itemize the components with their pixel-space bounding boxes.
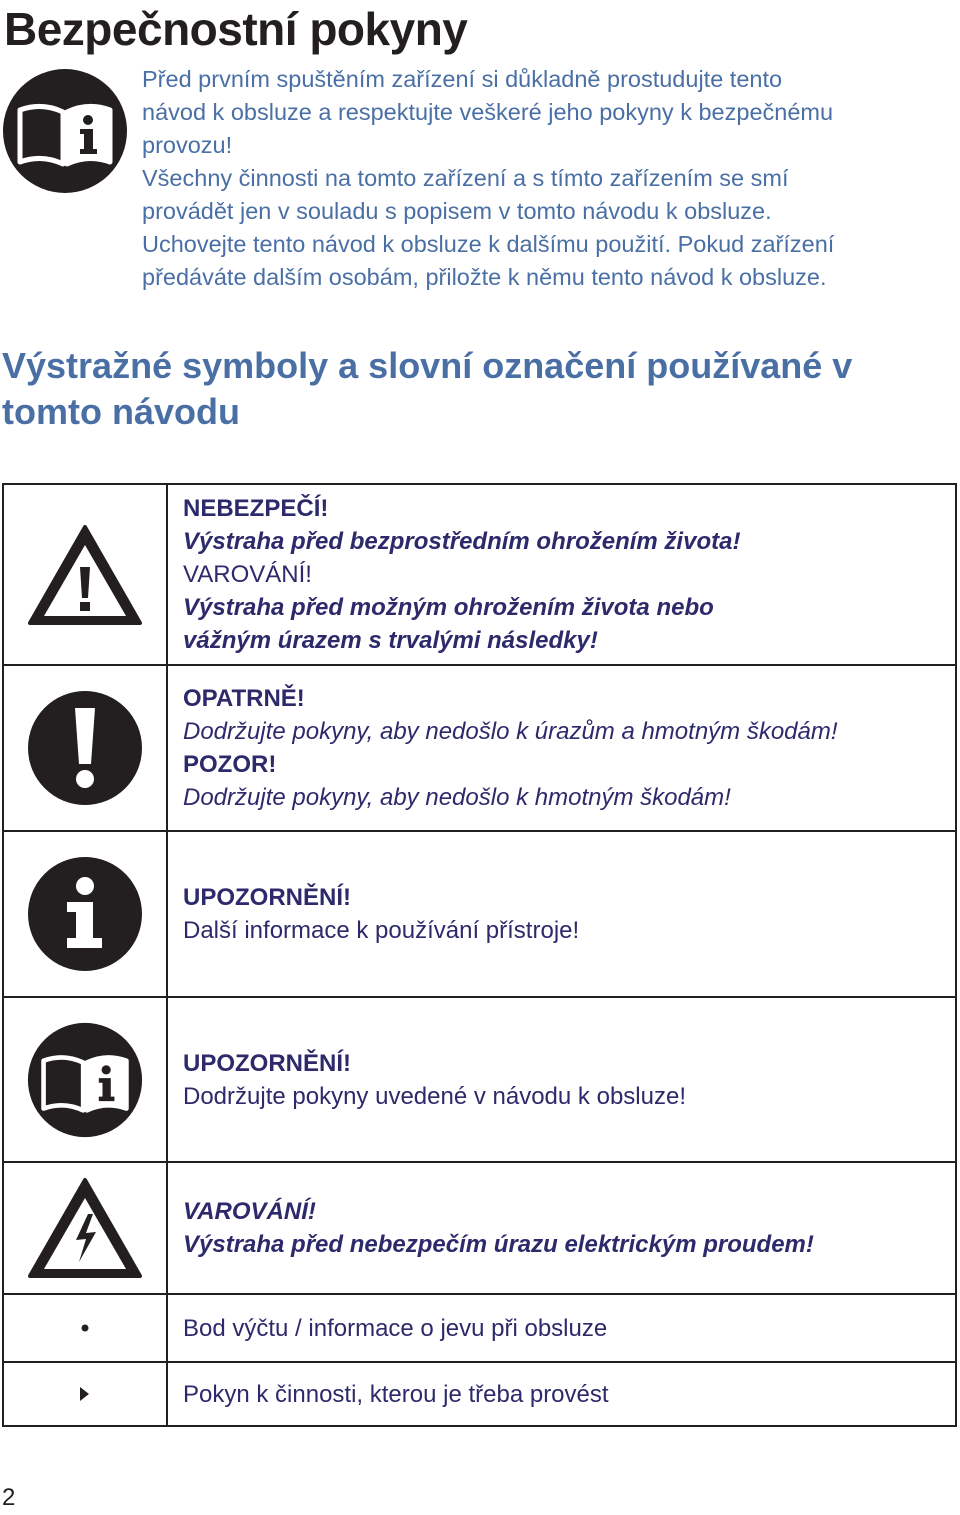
table-row: [3, 1362, 956, 1426]
text-cell: [167, 665, 956, 831]
attention-text: Dodržujte pokyny, aby nedošlo k hmotným škodám!: [183, 784, 731, 811]
text-cell: [167, 1162, 956, 1294]
table-row: [3, 1162, 956, 1294]
table-row: [3, 484, 956, 665]
notice-text: Další informace k používání přístroje!: [183, 917, 580, 944]
section-title: Výstražné symboly a slovní označení používané v tomto návodu: [2, 345, 853, 432]
text-cell: [167, 831, 956, 997]
table-row: [3, 665, 956, 831]
notice-label: UPOZORNĚNÍ!: [183, 1049, 351, 1077]
danger-label: NEBEZPEČÍ!: [183, 495, 329, 522]
page-number: 2: [2, 1484, 16, 1511]
intro-line: provádět jen v souladu s popisem v tomto návodu k obsluze.: [142, 198, 772, 224]
info-circle-icon: [27, 856, 143, 972]
icon-cell: [3, 665, 167, 831]
caution-text: Dodržujte pokyny, aby nedošlo k úrazům a hmotným škodám!: [183, 718, 838, 745]
icon-cell: [3, 1162, 167, 1294]
electric-hazard-icon: [26, 1176, 144, 1280]
table-row: [3, 1294, 956, 1362]
icon-cell: [3, 831, 167, 997]
exclamation-circle-icon: [27, 690, 143, 806]
text-cell: [167, 1362, 956, 1426]
warning-text: Výstraha před možným ohrožením života nebo: [183, 594, 714, 621]
caution-label: OPATRNĚ!: [183, 685, 305, 712]
icon-cell: [3, 484, 167, 665]
intro-line: provozu!: [142, 132, 233, 158]
icon-cell: [3, 997, 167, 1162]
warning-label: VAROVÁNÍ!: [183, 561, 312, 588]
danger-text: Výstraha před bezprostředním ohrožením života!: [183, 528, 741, 555]
table-row: [3, 997, 956, 1162]
text-cell: [167, 997, 956, 1162]
warning-label: VAROVÁNÍ!: [183, 1198, 316, 1225]
intro-line: Všechny činnosti na tomto zařízení a s tímto zařízením se smí: [142, 165, 789, 191]
manual-info-icon: [2, 68, 128, 194]
bullet-text: Bod výčtu / informace o jevu při obsluze: [183, 1314, 608, 1342]
intro-line: návod k obsluze a respektujte veškeré jeho pokyny k bezpečnému: [142, 99, 834, 125]
warning-text: Výstraha před nebezpečím úrazu elektrickým proudem!: [183, 1231, 814, 1258]
attention-label: POZOR!: [183, 751, 277, 778]
icon-cell: [3, 1362, 167, 1426]
warning-triangle-icon: [26, 523, 144, 627]
intro-text: [142, 63, 957, 294]
intro-line: Před prvním spuštěním zařízení si důkladně prostudujte tento: [142, 66, 783, 92]
icon-cell: [3, 1294, 167, 1362]
intro-line: Uchovejte tento návod k obsluze k dalšímu použití. Pokud zařízení: [142, 231, 835, 257]
notice-text: Dodržujte pokyny uvedené v návodu k obsluze!: [183, 1082, 686, 1110]
text-cell: [167, 1294, 956, 1362]
notice-label: UPOZORNĚNÍ!: [183, 884, 351, 911]
page-title: Bezpečnostní pokyny: [4, 3, 468, 55]
manual-info-icon: [27, 1022, 143, 1138]
warning-text: vážným úrazem s trvalými následky!: [183, 627, 598, 654]
action-arrow-icon: [15, 1384, 155, 1404]
intro-line: předáváte dalším osobám, přiložte k němu tento návod k obsluze.: [142, 264, 827, 290]
text-cell: [167, 484, 956, 665]
symbols-table: [2, 483, 957, 1427]
action-text: Pokyn k činnosti, kterou je třeba provést: [183, 1380, 609, 1408]
table-row: [3, 831, 956, 997]
bullet-icon: [15, 1318, 155, 1338]
